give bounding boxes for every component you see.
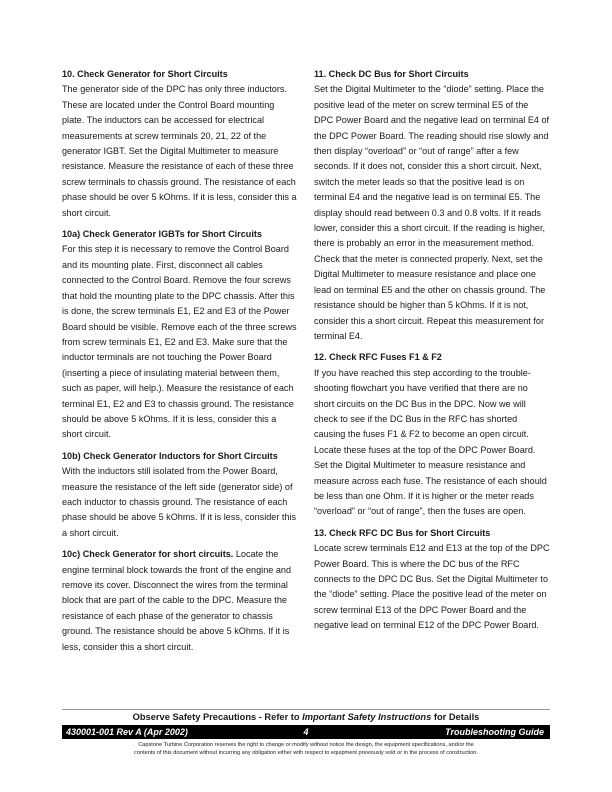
section-body: For this step it is necessary to remove the Control Board and its mounting plate. First, disconnect all cables connected to the Control Board. Remove the four screws that hold the mounting plate to the DPC chassis. After this is done, the screw terminals E1, E2 and E3 of the Power Board should be visible. Remove each of the three screws from screw terminals E1, E2 and E3. Make sure that the inductor terminals are not touching the Power Board (inserting a piece of insulating material between them, such as paper, will help.). Measure the resistance of each terminal E1, E2 and E3 to chassis ground. The resistance should be above 5 kOhms. If it is less, consider this a short circuit. (62, 244, 297, 440)
section-heading: 10a) Check Generator IGBTs for Short Circuits (62, 229, 262, 240)
section-12 (314, 350, 550, 519)
document-number: 430001-001 Rev A (Apr 2002) (66, 727, 188, 737)
section-10b (62, 449, 298, 541)
guide-title: Troubleshooting Guide (445, 727, 544, 737)
section-body: With the inductors still isolated from the Power Board, measure the resistance of the left side (generator side) of each inductor to chassis ground. The resistance of each phase should be above 5 kOhms. If it is less, consider this a short circuit. (62, 466, 297, 538)
safety-suffix: for Details (431, 712, 480, 722)
footer-divider (62, 709, 550, 710)
section-heading: 10. Check Generator for Short Circuits (62, 69, 228, 79)
section-10a (62, 227, 298, 443)
section-body: Set the Digital Multimeter to the “diode” setting. Place the positive lead of the meter on screw terminal E5 of the DPC Power Board and the negative lead on terminal E4 of the DPC Power Board. The reading should rise slowly and then display “overload” or “out of range” after a few seconds. If it does not, consider this a short circuit. Next, switch the meter leads so that the positive lead is on terminal E4 and the negative lead is on terminal E5. The display should read between 0.3 and 0.8 volts. If it reads lower, consider this a short circuit. If the reading is higher, there is probably an error in the measurement method. Check that the meter is connected properly. Next, set the Digital Multimeter to measure resistance and place one lead on terminal E5 and the other on chassis ground. The resistance should be higher than 5 kOhms. If it is not, consider this a short circuit. Repeat this measurement for terminal E4. (314, 84, 550, 341)
section-heading: 11. Check DC Bus for Short Circuits (314, 69, 469, 79)
disclaimer-line: contents of this document without incurring any obligation either with respect to equipment previously sold or in the process of construction. (134, 749, 478, 756)
section-10 (62, 67, 298, 221)
section-heading: 13. Check RFC DC Bus for Short Circuits (314, 527, 491, 538)
footer-bar (62, 725, 550, 739)
section-body: If you have reached this step according to the trouble-shooting flowchart you have verified that there are no short circuits on the DC Bus in the DPC. Now we will check to see if the DC Bus in the RFC has shorted causing the fuses F1 & F2 to become an open circuit. Locate these fuses at the top of the DPC Power Board. Set the Digital Multimeter to measure resistance and measure across each fuse. The resistance of each should be less than one Ohm. If it is higher or the meter reads “overload” or “out of range”, then the fuses are open. (314, 367, 547, 517)
page-number: 4 (303, 727, 309, 737)
disclaimer-line: Capstone Turbine Corporation reserves the right to change or modify without notice the design, the equipment specifications, and/or the (138, 742, 474, 748)
section-11 (314, 67, 550, 344)
right-column (314, 67, 550, 640)
safety-instructions-reference: Important Safety Instructions (302, 712, 432, 722)
safety-prefix: Observe Safety Precautions - Refer to (132, 712, 303, 722)
section-heading: 10c) Check Generator for short circuits. (62, 549, 236, 560)
left-column (62, 67, 298, 661)
safety-notice (62, 711, 550, 723)
section-body: Locate the engine terminal block towards the front of the engine and remove its cover. Disconnect the wires from the terminal block that are part of the cable to the DPC. Measure the resistance of each phase of the generator to chassis ground. The resistance should be above 5 kOhms. If it is less, consider this a short circuit. (62, 549, 292, 652)
section-heading: 10b) Check Generator Inductors for Short Circuits (62, 450, 278, 461)
section-body: Locate screw terminals E12 and E13 at the top of the DPC Power Board. This is where the DC bus of the RFC connects to the DPC DC Bus. Set the Digital Multimeter to the “diode” setting. Place the positive lead of the meter on screw terminal E13 of the DPC Power Board and the negative lead on terminal E12 of the DPC Power Board. (314, 543, 550, 631)
section-body: The generator side of the DPC has only three inductors. These are located under the Control Board mounting plate. The inductors can be accessed for electrical measurements at screw terminals 20, 21, 22 of the generator IGBT. Set the Digital Multimeter to measure resistance. Measure the resistance of each of these three screw terminals to chassis ground. The resistance of each phase should be over 5 kOhms. If it is less, consider this a short circuit. (62, 84, 297, 218)
disclaimer (62, 742, 550, 757)
section-10c (62, 547, 298, 655)
section-heading: 12. Check RFC Fuses F1 & F2 (314, 352, 442, 363)
section-13 (314, 526, 550, 634)
